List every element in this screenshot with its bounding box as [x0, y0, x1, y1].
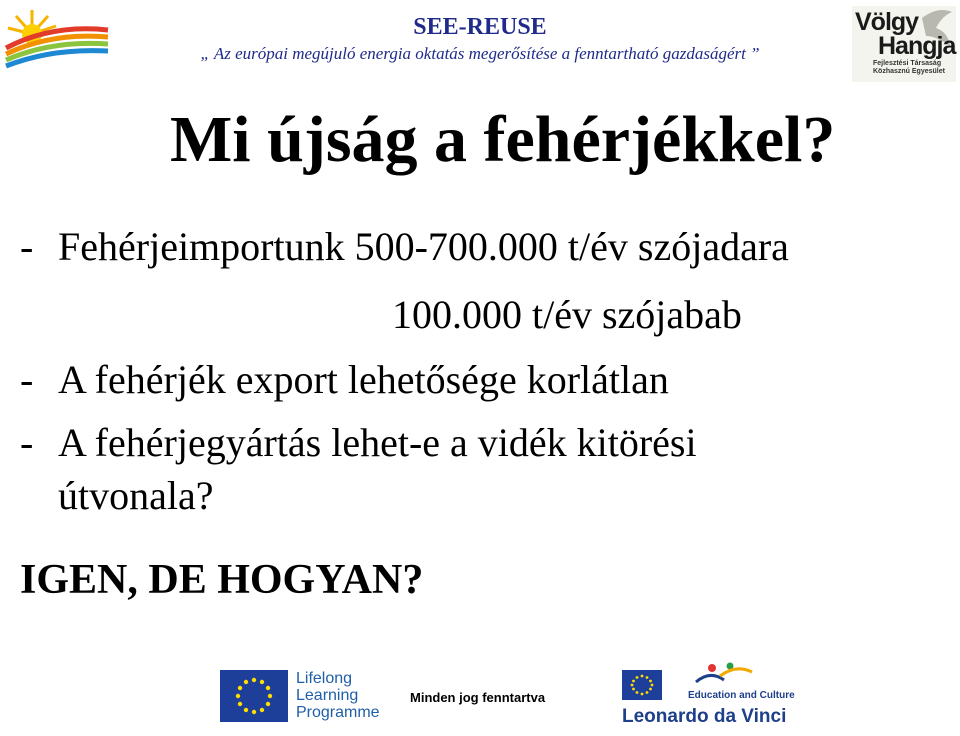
bullet-import-continuation: 100.000 t/év szójabab [392, 292, 742, 337]
header-subtitle: „ Az európai megújuló energia oktatás megerősítése a fenntartható gazdaságért ” [200, 44, 760, 63]
bullet-dash: - [20, 357, 34, 402]
bullet-dash: - [20, 420, 34, 465]
logo-org-text: Fejlesztési Társaság Közhasznú Egyesület [873, 60, 945, 75]
llp-line: Programme [296, 704, 380, 721]
llp-line: Lifelong [296, 670, 353, 687]
bullet-text: A fehérjegyártás lehet-e a vidék kitörési [58, 420, 697, 465]
education-culture-text: Education and Culture [688, 690, 795, 701]
bullet-production-continuation: útvonala? [58, 473, 214, 518]
logo-volgy-text: Völgy [855, 8, 919, 36]
header-title: SEE-REUSE [413, 14, 547, 40]
bullet-dash: - [20, 224, 34, 269]
bullet-production [20, 420, 697, 466]
leonardo-da-vinci-text: Leonardo da Vinci [622, 706, 787, 727]
llp-logo-text [296, 670, 380, 721]
copyright-text: Minden jog fenntartva [410, 690, 546, 705]
slide-title: Mi újság a fehérjékkel? [170, 103, 836, 176]
bullet-import [20, 224, 789, 270]
conclusion-text: IGEN, DE HOGYAN? [20, 557, 424, 603]
bullet-text: A fehérjék export lehetősége korlátlan [58, 357, 669, 402]
eu-flag-icon [220, 670, 288, 722]
bullet-text: Fehérjeimportunk 500-700.000 t/év szójadara [58, 224, 789, 269]
llp-line: Learning [296, 687, 359, 704]
logo-hangja-text: Hangja [878, 32, 956, 60]
education-culture-logo-icon [690, 660, 760, 686]
bullet-export [20, 357, 669, 403]
eu-flag-small-icon [622, 670, 662, 700]
